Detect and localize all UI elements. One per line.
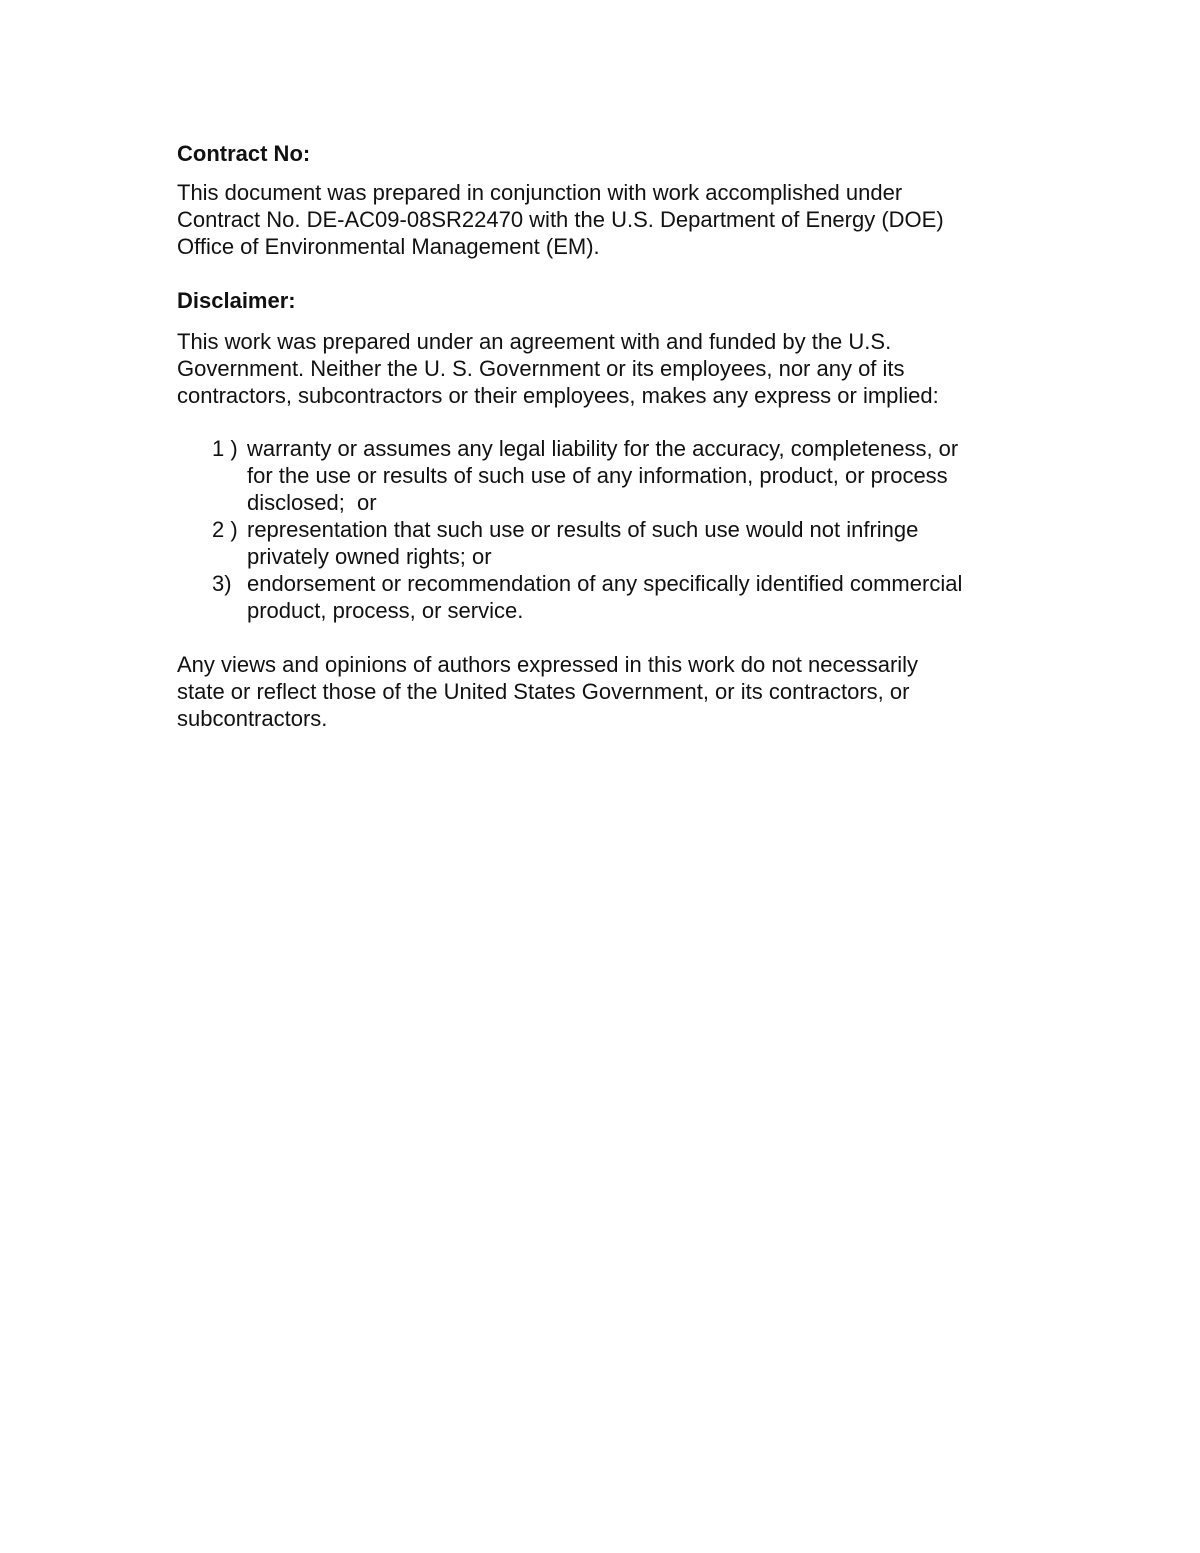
list-item-text — [247, 435, 1037, 516]
closing-line: Any views and opinions of authors expressed in this work do not necessarily — [177, 652, 919, 677]
list-item-line: warranty or assumes any legal liability for the accuracy, completeness, or — [247, 436, 959, 461]
list-item — [177, 435, 1037, 516]
contract-line: Contract No. DE-AC09-08SR22470 with the U.S. Department of Energy (DOE) — [177, 207, 944, 232]
contract-line: This document was prepared in conjunction with work accomplished under — [177, 180, 903, 205]
contract-line: Office of Environmental Management (EM). — [177, 234, 600, 259]
list-item-line: privately owned rights; or — [247, 544, 492, 569]
disclaimer-paragraph — [177, 328, 1037, 409]
disclaimer-line: Government. Neither the U. S. Government or its employees, nor any of its — [177, 356, 905, 381]
list-item-number: 2 ) — [212, 517, 238, 542]
closing-line: state or reflect those of the United States Government, or its contractors, or — [177, 679, 910, 704]
disclaimer-line: contractors, subcontractors or their employees, makes any express or implied: — [177, 383, 939, 408]
disclaimer-list — [177, 435, 1037, 624]
contract-heading: Contract No: — [177, 141, 311, 166]
closing-paragraph — [177, 651, 1037, 732]
list-item-text — [247, 516, 1037, 570]
list-item-line: product, process, or service. — [247, 598, 524, 623]
list-item — [177, 570, 1037, 624]
document-page — [177, 140, 1037, 732]
list-item-number: 1 ) — [212, 436, 238, 461]
disclaimer-line: This work was prepared under an agreement with and funded by the U.S. — [177, 329, 892, 354]
list-item-line: endorsement or recommendation of any specifically identified commercial — [247, 571, 963, 596]
list-item-text — [247, 570, 1037, 624]
list-item-line: for the use or results of such use of any information, product, or process — [247, 463, 948, 488]
list-item — [177, 516, 1037, 570]
contract-paragraph — [177, 179, 1037, 260]
list-item-number: 3) — [212, 571, 232, 596]
closing-line: subcontractors. — [177, 706, 328, 731]
list-item-line: representation that such use or results of such use would not infringe — [247, 517, 919, 542]
list-item-line: disclosed; or — [247, 490, 377, 515]
disclaimer-heading: Disclaimer: — [177, 288, 296, 313]
